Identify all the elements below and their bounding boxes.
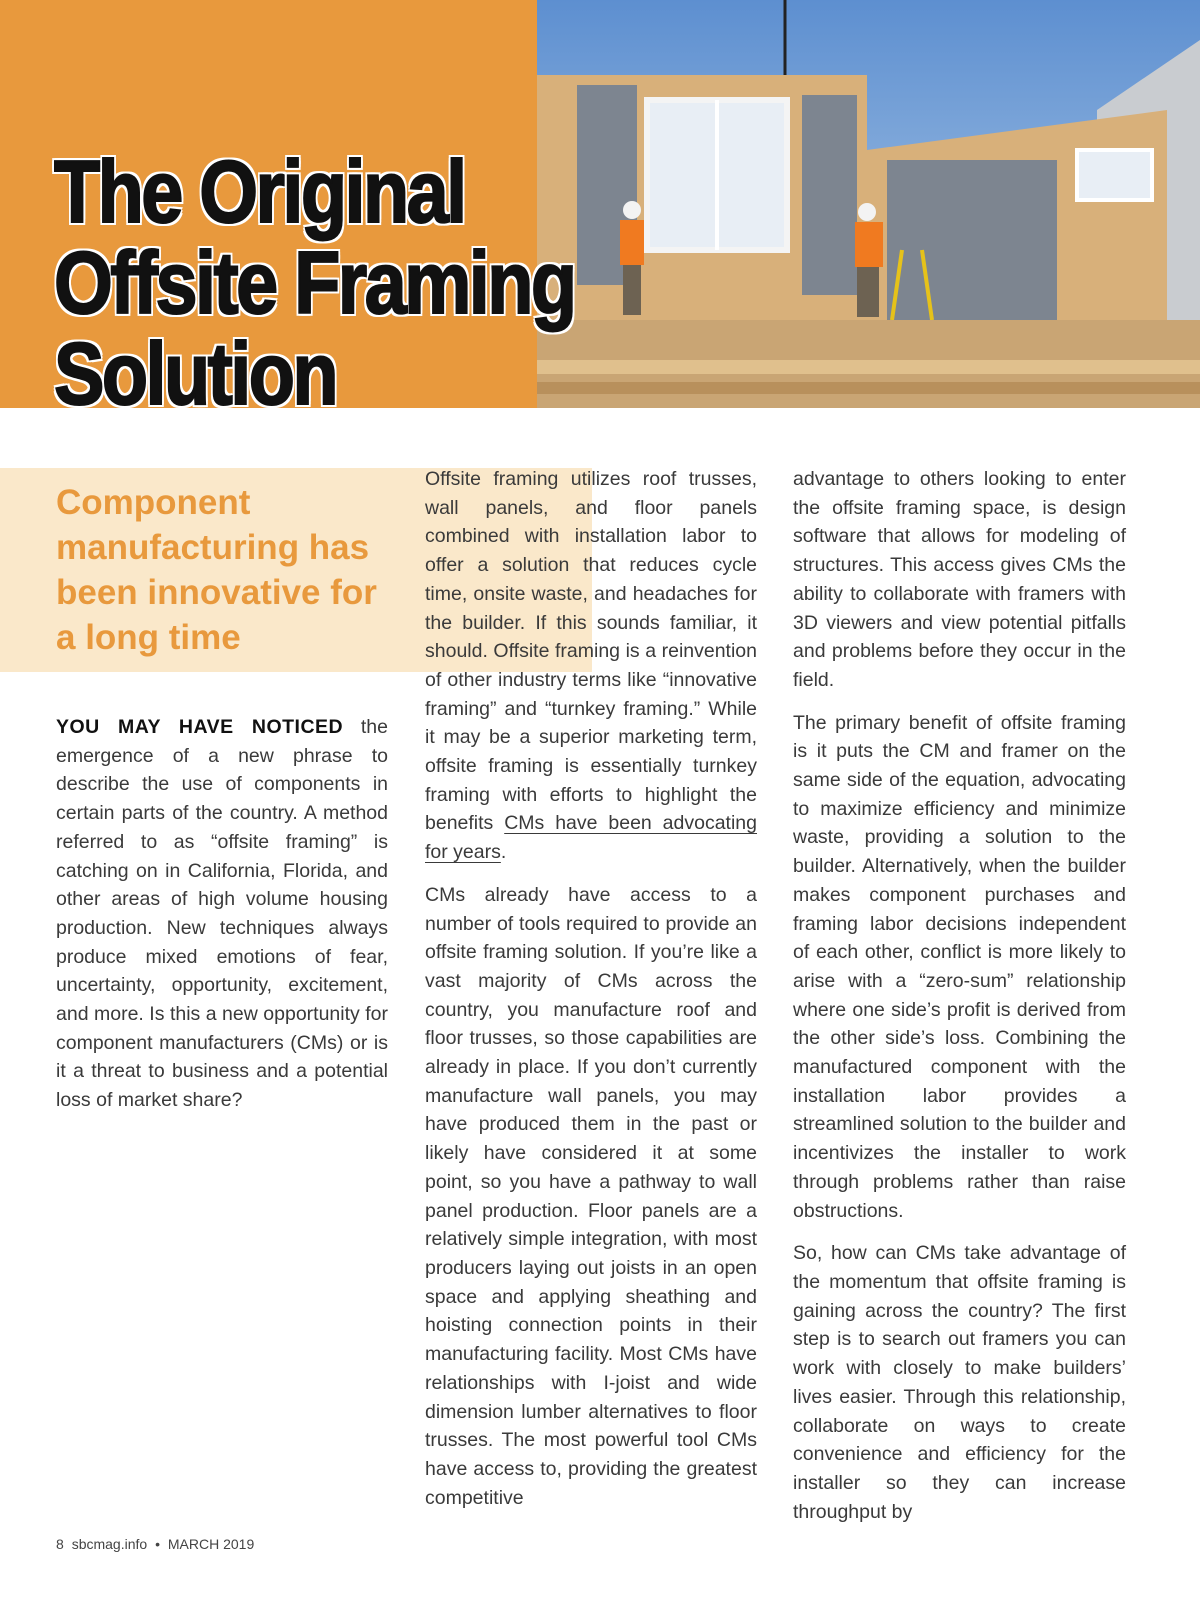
- footer-site: sbcmag.info: [71, 1536, 148, 1552]
- page-footer: [56, 1536, 258, 1552]
- article-title: [54, 142, 575, 423]
- footer-bullet: •: [155, 1536, 160, 1552]
- article-link[interactable]: CMs have been advocating for years: [425, 812, 757, 864]
- paragraph-text: Offsite framing utilizes roof trusses, wall panels, and floor panels combined with installation labor to offer a solution that reduces cycle time, onsite waste, and headaches for the builder. If this sounds familiar, it should. Offsite framing is a reinvention of other industry terms like “innovative framing” and “turnkey framing.” While it may be a superior marketing term, offsite framing is essentially turnkey framing with efforts to highlight the benefits: [425, 468, 757, 835]
- text-column-1: [56, 713, 388, 1129]
- paragraph: The primary benefit of offsite framing is it puts the CM and framer on the same side of the equation, advocating to maximize efficiency and minimize waste, providing a solution to the builder. Alternatively, when the builder makes component purchases and framing labor decisions independent of each other, conflict is more likely to arise with a “zero-sum” relationship where one side’s profit is derived from the other side’s loss. Combining the manufactured component with the installation labor provides a streamlined solution to the builder and incentivizes the installer to work through problems rather than raise obstructions.: [793, 711, 1126, 1222]
- paragraph: CMs already have access to a number of tools required to provide an offsite framing solution. If you’re like a vast majority of CMs across the country, you manufacture roof and floor trusses, so those capabilities are already in place. If you don’t currently manufacture wall panels, you may have produced them in the past or likely have considered it at some point, so you have a pathway to wall panel production. Floor panels are a relatively simple integration, with most producers laying out joists in an open space and applying sheathing and hoisting connection points in their manufacturing facility. Most CMs have relationships with I-joist and wide dimension lumber alternatives to floor trusses. The most powerful tool CMs have access to, providing the greatest competitive: [425, 883, 757, 1509]
- title-line-3: Solution: [54, 324, 337, 423]
- intro-text: the emergence of a new phrase to describe the use of components in certain parts of the country. A method referred to as “offsite framing” is catching on in California, Florida, and other areas of high volume housing production. New techniques always produce mixed emotions of fear, uncertainty, opportunity, excitement, and more. Is this a new opportunity for component manufacturers (CMs) or is it a threat to business and a potential loss of market share?: [56, 716, 388, 1112]
- paragraph: advantage to others looking to enter the offsite framing space, is design software that allows for modeling of structures. This access gives CMs the ability to collaborate with framers with 3D viewers and view potential pitfalls and problems before they occur in the field.: [793, 468, 1126, 691]
- lead-in: YOU MAY HAVE NOTICED: [56, 716, 344, 738]
- footer-issue: MARCH 2019: [167, 1536, 255, 1552]
- article-subhead: Component manufacturing has been innovative for a long time: [56, 483, 377, 657]
- construction-photo-illustration: [537, 0, 1200, 408]
- intro-paragraph: [56, 713, 388, 1115]
- page-number: 8: [56, 1536, 64, 1552]
- header-photo: [537, 0, 1200, 408]
- title-line-2: Offsite Framing: [54, 233, 575, 332]
- text-column-3: [793, 465, 1126, 1540]
- text-column-2: [425, 465, 757, 1526]
- title-line-1: The Original: [54, 142, 465, 241]
- paragraph-end: .: [500, 841, 507, 864]
- paragraph: [425, 465, 757, 867]
- paragraph: So, how can CMs take advantage of the momentum that offsite framing is gaining across the country? The first step is to search out framers you can work with closely to make builders’ lives easier. Through this relationship, collaborate on ways to create convenience and efficiency for the installer so they can increase throughput by: [793, 1242, 1126, 1523]
